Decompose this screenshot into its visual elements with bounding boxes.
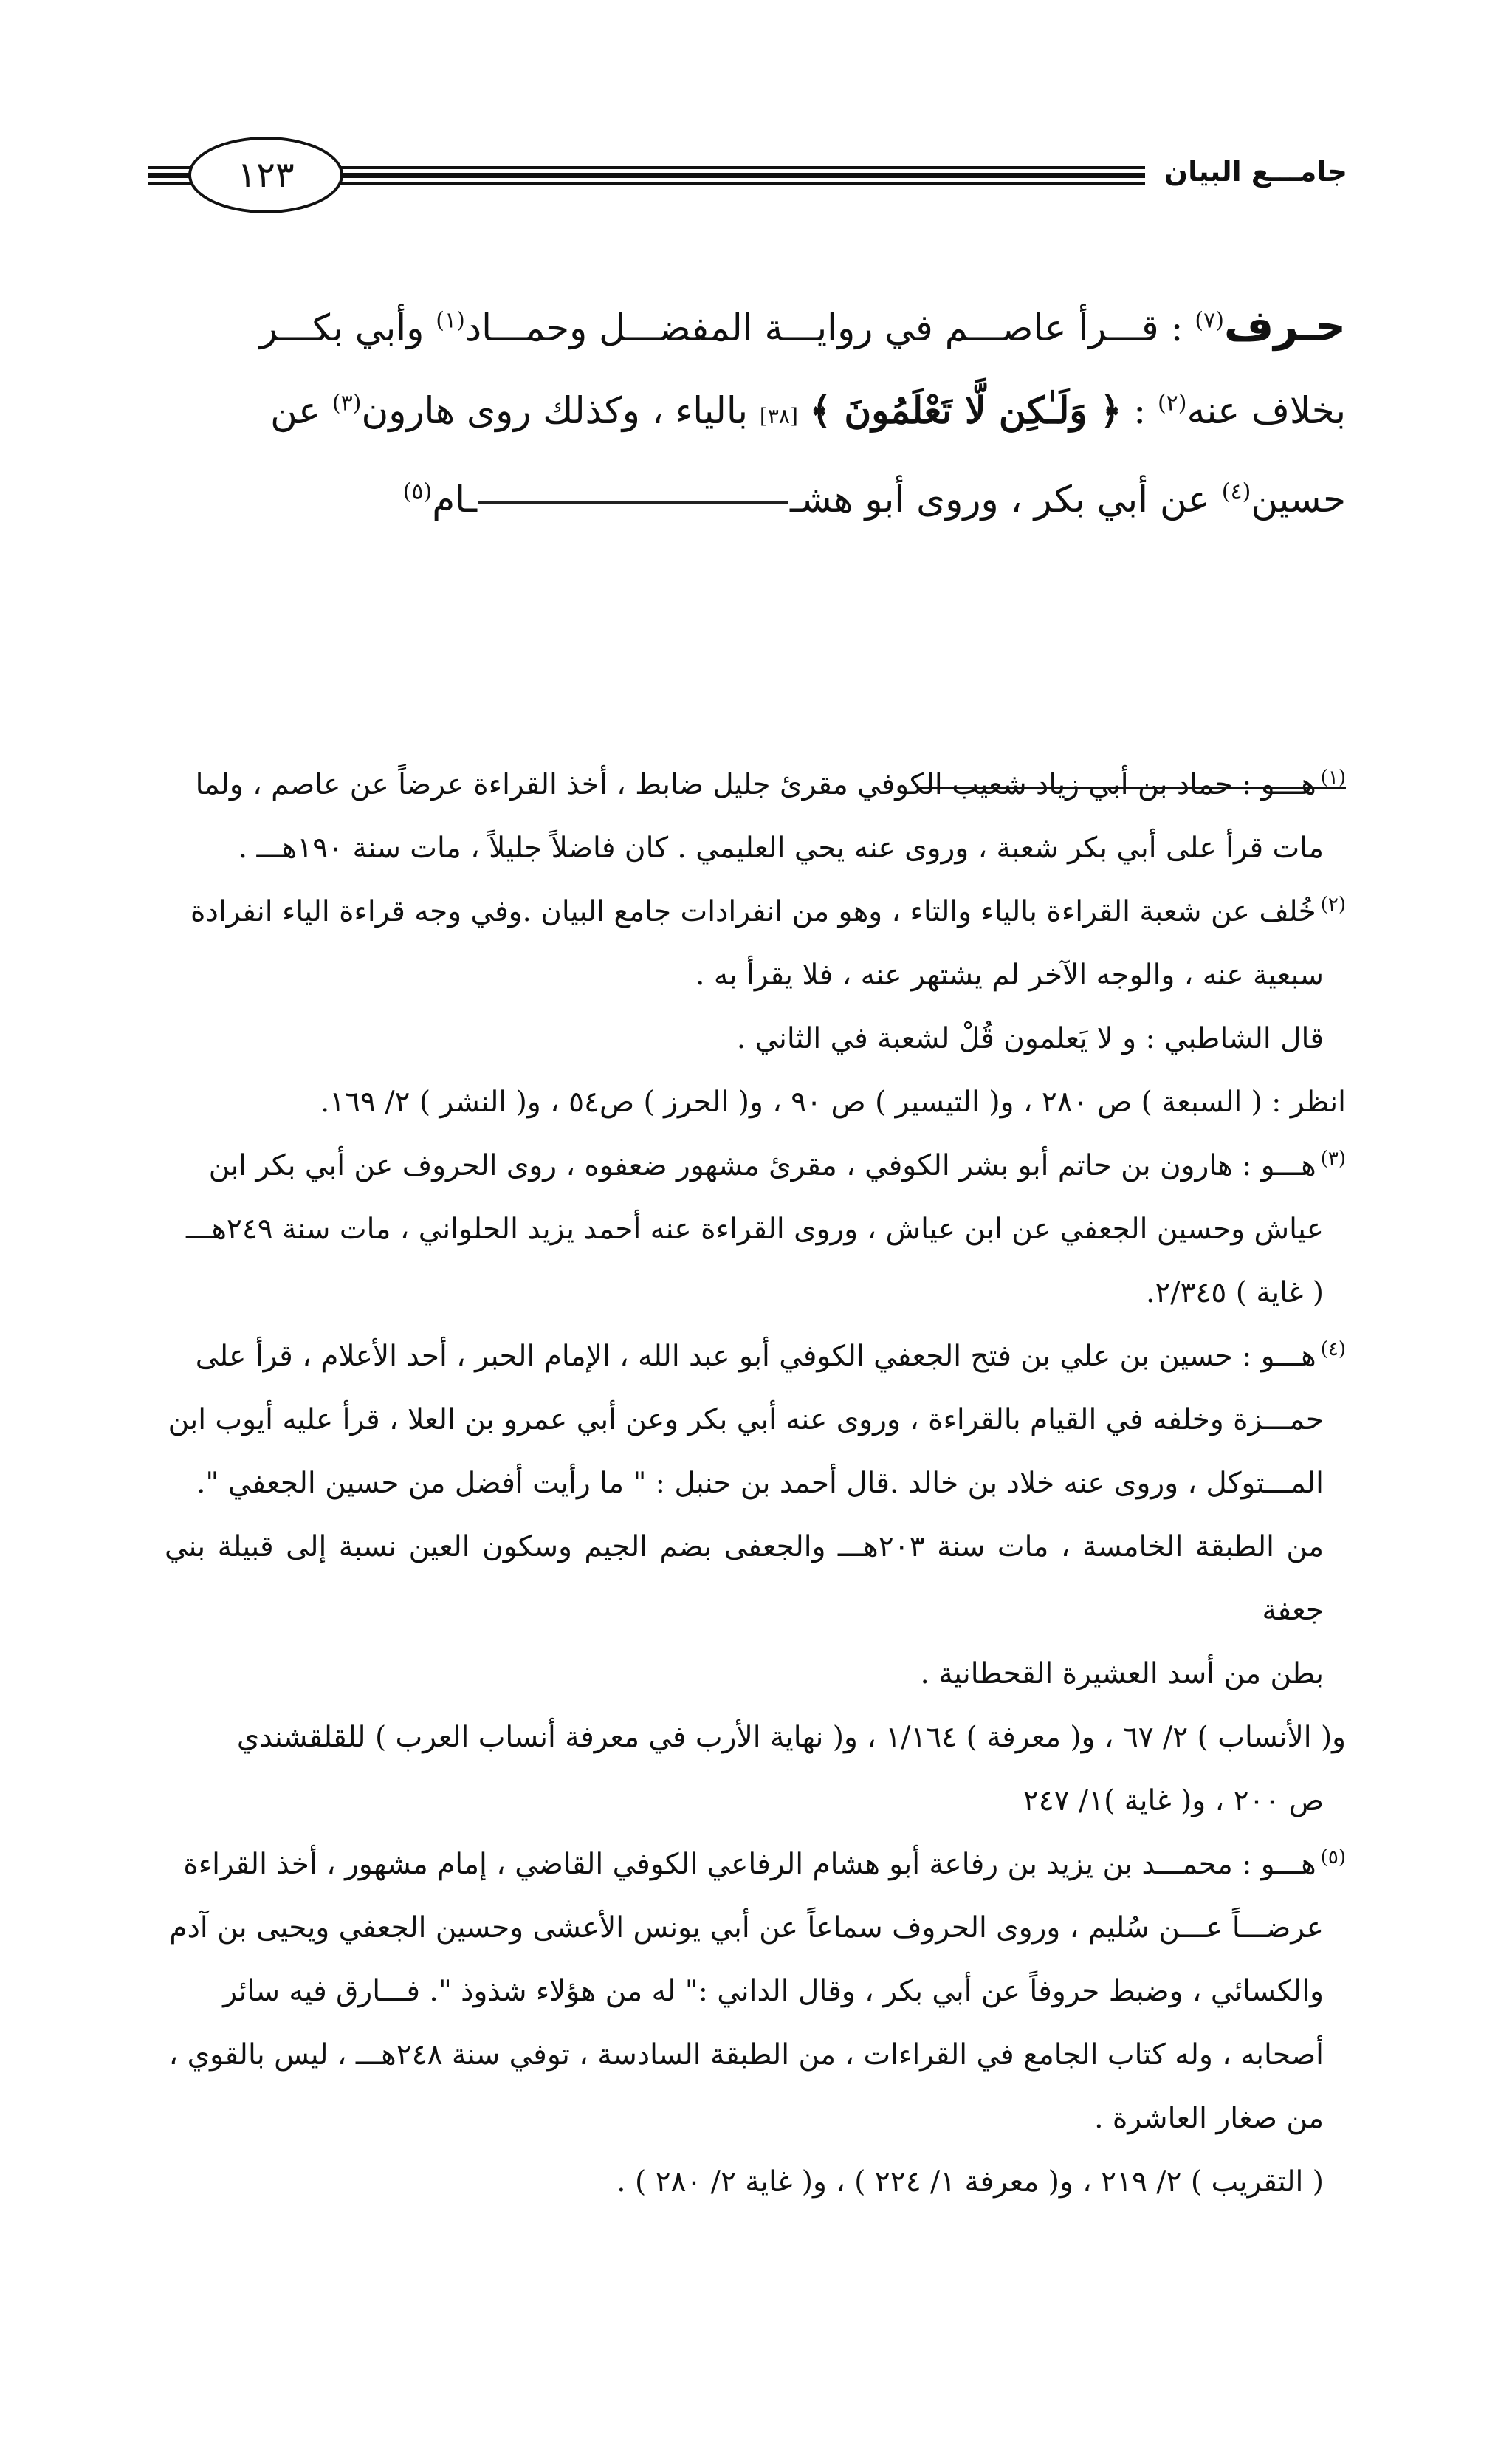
quran-verse: ﴿ وَلَـٰكِن لَّا تَعْلَمُونَ ﴾ bbox=[809, 388, 1122, 432]
main-line-2 bbox=[165, 369, 1346, 458]
footnote-4-line: بطن من أسد العشيرة القحطانية . bbox=[920, 1657, 1324, 1690]
footnote-number: (٣) bbox=[1320, 1148, 1346, 1170]
note-ref-5: (٥) bbox=[402, 479, 433, 505]
footnote-5-line: أصحابه ، وله كتاب الجامع في القراءات ، من الطبقة السادسة ، توفي سنة ٢٤٨هـــ ، ليس بالقوي ، bbox=[168, 2038, 1324, 2072]
main-line-1 bbox=[165, 284, 1346, 369]
note-ref-3: (٣) bbox=[331, 390, 362, 417]
main-text-segment: عن bbox=[270, 389, 320, 432]
footnote-3-line bbox=[165, 1134, 1346, 1198]
footnotes bbox=[165, 753, 1346, 2214]
page-number: ١٢٣ bbox=[188, 137, 343, 213]
footnote-4-line bbox=[165, 1325, 1346, 1388]
main-text bbox=[165, 284, 1346, 541]
main-text-segment: : قـــرأ عاصـــم في روايـــة المفضـــل وحمـــاد bbox=[464, 306, 1183, 349]
footnote-5-line: والكسائي ، وضبط حروفاً عن أبي بكر ، وقال الداني :" له من هؤلاء شذوذ ". فـــارق فيه سائر bbox=[223, 1975, 1324, 2008]
main-text-segment: بالياء ، وكذلك روى هارون bbox=[361, 389, 749, 432]
footnote-5-line bbox=[165, 1833, 1346, 1897]
footnote-2-line: انظر : ( السبعة ) ص ٢٨٠ ، و( التيسير ) ص ٩٠ ، و( الحرز ) ص٥٤ ، و( النشر ) ٢/ ١٦٩. bbox=[320, 1086, 1346, 1119]
harf-label: حـرف bbox=[1223, 301, 1346, 351]
footnote-text: هـــو : حسين بن علي بن فتح الجعفي الكوفي أبو عبد الله ، الإمام الحبر ، أحد الأعلام ، قرأ على bbox=[195, 1340, 1316, 1373]
footnote-5-line: من صغار العاشرة . bbox=[1094, 2102, 1324, 2135]
main-text-segment: : bbox=[1133, 389, 1147, 432]
footnote-3-line: عياش وحسين الجعفي عن ابن عياش ، وروى القراءة عنه أحمد يزيد الحلواني ، مات سنة ٢٤٩هـــ bbox=[186, 1213, 1324, 1246]
main-text-segment: عن أبي بكر ، وروى أبو هشـ bbox=[790, 478, 1210, 521]
footnote-2-line: سبعية عنه ، والوجه الآخر لم يشتهر عنه ، فلا يقرأ به . bbox=[695, 959, 1324, 992]
footnote-1-line: مات قرأ على أبي بكر شعبة ، وروى عنه يحي العليمي . كان فاضلاً جليلاً ، مات سنة ١٩٠هـــ . bbox=[238, 832, 1324, 865]
running-header bbox=[148, 137, 1347, 218]
main-line-3 bbox=[165, 458, 1346, 541]
note-ref-2: (٢) bbox=[1157, 390, 1187, 417]
note-ref-1: (١) bbox=[436, 307, 465, 334]
main-text-segment: حسين bbox=[1251, 478, 1346, 521]
footnote-4-line: من الطبقة الخامسة ، مات سنة ٢٠٣هـــ والجعفى بضم الجيم وسكون العين نسبة إلى قبيلة بني جعفة bbox=[165, 1530, 1324, 1627]
footnote-number: (١) bbox=[1320, 767, 1346, 789]
main-text-segment: وأبي بكـــر bbox=[259, 306, 425, 349]
footnote-number: (٢) bbox=[1320, 894, 1346, 916]
footnote-text: هـــو : حماد بن أبي زياد شعيب الكوفي مقرئ جليل ضابط ، أخذ القراءة عرضاً عن عاصم ، ولما bbox=[195, 768, 1316, 801]
note-ref-4: (٤) bbox=[1221, 479, 1251, 505]
footnote-5-line: عرضـــاً عـــن سُليم ، وروى الحروف سماعاً عن أبي يونس الأعشى وحسين الجعفي ويحيى بن آدم bbox=[169, 1911, 1324, 1945]
footnote-text: هـــو : محمـــد بن يزيد بن رفاعة أبو هشام الرفاعي الكوفي القاضي ، إمام مشهور ، أخذ القراءة bbox=[183, 1848, 1316, 1881]
kashida-stretch bbox=[478, 501, 788, 504]
footnote-1-line bbox=[165, 753, 1346, 817]
footnote-number: (٤) bbox=[1320, 1338, 1346, 1360]
footnote-3-line: ( غاية ) ٢/٣٤٥. bbox=[1145, 1276, 1324, 1309]
footnote-2-line: قال الشاطبي : و لا يَعلمون قُلْ لشعبة في الثاني . bbox=[736, 1022, 1324, 1055]
note-ref-7: (٧) bbox=[1195, 307, 1224, 334]
verse-reference: [٣٨] bbox=[759, 404, 798, 428]
footnote-text: خُلف عن شعبة القراءة بالياء والتاء ، وهو من انفرادات جامع البيان .وفي وجه قراءة الياء انفرادة bbox=[190, 895, 1316, 928]
footnote-4-line: حمـــزة وخلفه في القيام بالقراءة ، وروى عنه أبي بكر وعن أبي عمرو بن العلا ، قرأ عليه أيوب ابن bbox=[168, 1403, 1324, 1436]
main-text-segment: بخلاف عنه bbox=[1186, 389, 1346, 432]
footnote-4-line: و( الأنساب ) ٢/ ٦٧ ، و( معرفة ) ١/١٦٤ ، و( نهاية الأرب في معرفة أنساب العرب ) للقلقشندي bbox=[236, 1721, 1346, 1754]
footnote-4-line: المـــتوكل ، وروى عنه خلاد بن خالد .قال أحمد بن حنبل : " ما رأيت أفضل من حسين الجعفي ". bbox=[196, 1467, 1324, 1500]
running-title: جامـــع البيان bbox=[1145, 145, 1347, 197]
footnote-text: هـــو : هارون بن حاتم أبو بشر الكوفي ، مقرئ مشهور ضعفوه ، روى الحروف عن أبي بكر ابن bbox=[208, 1149, 1316, 1182]
footnote-2-line bbox=[165, 880, 1346, 944]
footnote-number: (٥) bbox=[1320, 1846, 1346, 1868]
footnote-5-line: ( التقريب ) ٢/ ٢١٩ ، و( معرفة ١/ ٢٢٤ ) ، و( غاية ٢/ ٢٨٠ ) . bbox=[616, 2165, 1324, 2199]
footnote-4-line: ص ٢٠٠ ، و( غاية )١/ ٢٤٧ bbox=[1023, 1784, 1324, 1817]
main-text-segment: ـام bbox=[432, 478, 478, 521]
